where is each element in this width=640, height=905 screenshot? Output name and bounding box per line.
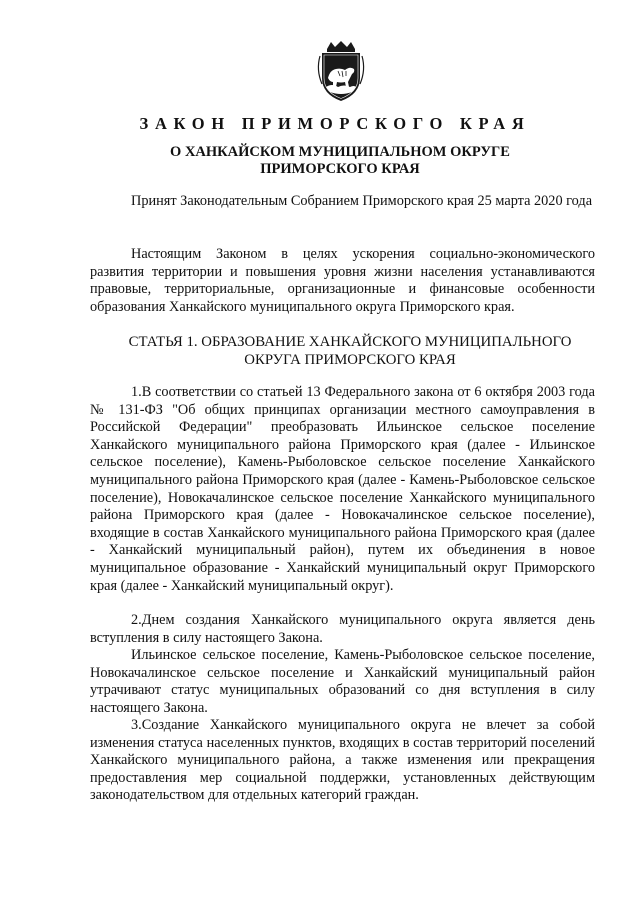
article-1-paragraph-3: 3.Создание Ханкайского муниципального округа не влечет за собой изменения статуса населенных пунктов, входящих в состав территорий поселений Ханкайского муниципального района, а также изменения или прекращения предоставления мер социальной поддержки, установленных действующим законодательством для отдельных категорий граждан. [90, 717, 595, 804]
article-1-heading-line-1: СТАТЬЯ 1. ОБРАЗОВАНИЕ ХАНКАЙСКОГО МУНИЦИПАЛЬНОГО [128, 334, 572, 350]
law-title: ЗАКОН ПРИМОРСКОГО КРАЯ [139, 114, 531, 133]
adoption-note: Принят Законодательным Собранием Приморского края 25 марта 2020 года [131, 193, 593, 209]
article-1-paragraph-2: 2.Днем создания Ханкайского муниципального округа является день вступления в силу настоящего Закона. [90, 612, 595, 646]
law-subtitle: О ХАНКАЙСКОМ МУНИЦИПАЛЬНОМ ОКРУГЕ ПРИМОРСКОГО КРАЯ [170, 144, 510, 177]
article-1-paragraph-1: 1.В соответствии со статьей 13 Федерального закона от 6 октября 2003 года № 131-ФЗ "Об общих принципах организации местного самоуправления в Российской Федерации" преобразовать Ильинское сельское поселение Ханкайского муниципального района Приморского края (далее - Ильинское сельское поселение), Камень-Рыболовское сельское поселение Ханкайского муниципального района Приморского края (далее - Камень-Рыболовское сельское поселение), Новокачалинское сельское поселение Ханкайского муниципального района Приморского края (далее - Новокачалинское сельское поселение), входящие в состав Ханкайского муниципального района Приморского края (далее - Ханкайский муниципальный район), путем их объединения в новое муниципальное образование - Ханкайский муниципальный округ Приморского края (далее - Ханкайский муниципальный округ). [90, 384, 595, 594]
coat-of-arms-icon [314, 40, 368, 102]
article-1-paragraph-2-continued: Ильинское сельское поселение, Камень-Рыболовское сельское поселение, Новокачалинское сельское поселение и Ханкайский муниципальный район утрачивают статус муниципальных образований со дня вступления в силу настоящего Закона. [90, 647, 595, 716]
preamble-paragraph: Настоящим Законом в целях ускорения социально-экономического развития территории и повышения уровня жизни населения устанавливаются правовые, территориальные, организационные и финансовые особенности образования Ханкайского муниципального округа Приморского края. [90, 246, 595, 315]
article-1-heading-line-2: ОКРУГА ПРИМОРСКОГО КРАЯ [244, 352, 456, 368]
article-1-heading [100, 333, 600, 369]
